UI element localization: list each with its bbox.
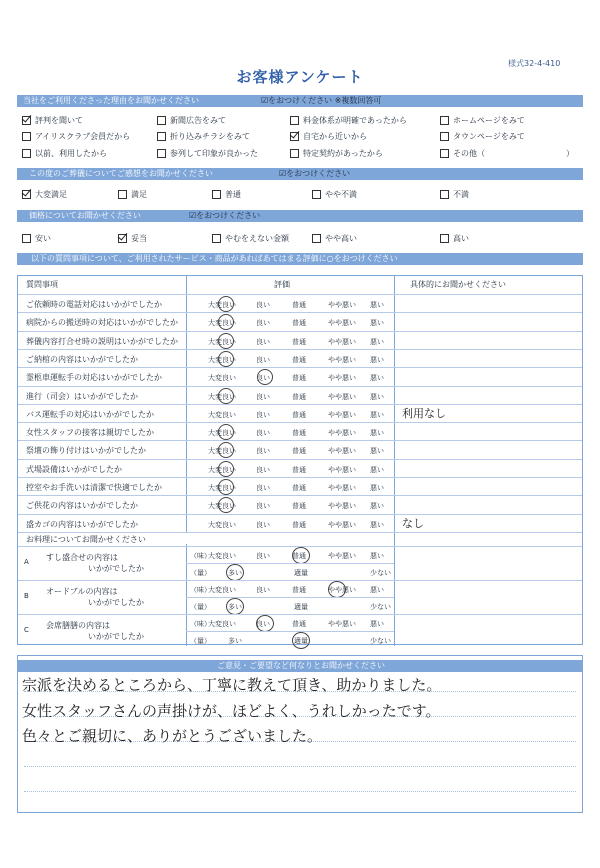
checkbox[interactable] [290, 116, 299, 125]
row-rule [18, 532, 582, 533]
taste-option[interactable]: 悪い [370, 552, 384, 560]
rating-option[interactable]: 悪い [370, 301, 384, 309]
amount-label: （量） [190, 569, 211, 577]
rating-option[interactable]: 普通 [292, 465, 306, 474]
option-label: 妥当 [131, 233, 147, 243]
option-label: タウンページをみて [453, 131, 525, 141]
rating-option[interactable]: 悪い [370, 429, 384, 438]
rating-option[interactable]: 普通 [292, 429, 306, 438]
rating-option[interactable]: 大変良い [208, 319, 236, 328]
q2-note: ☑をおつけください [279, 169, 351, 178]
rating-option[interactable]: 良い [256, 520, 270, 529]
taste-option[interactable]: やや悪い [328, 586, 356, 594]
header-question: 質問事項 [26, 280, 58, 289]
comment-line-3: 色々とご親切に、ありがとうございました。 [22, 727, 323, 745]
selected-rating-circle [218, 461, 234, 477]
checkbox[interactable] [22, 116, 31, 125]
rating-option[interactable]: 普通 [292, 520, 306, 529]
selected-taste-circle [256, 615, 274, 632]
header-comment: 具体的にお聞かせください [410, 280, 506, 289]
taste-option[interactable]: 普通 [292, 620, 306, 628]
taste-option[interactable]: 普通 [292, 586, 306, 594]
row-rule [18, 514, 582, 515]
option-3[interactable] [440, 114, 525, 126]
rating-option[interactable]: 悪い [370, 392, 384, 401]
option-label: 特定契約があったから [303, 148, 383, 158]
rating-option[interactable]: 良い [256, 447, 270, 456]
question-label: 式場設備はいかがでしたか [26, 464, 122, 474]
option-label: 新聞広告をみて [170, 115, 226, 125]
food-question: 会席膳膳の内容は [46, 621, 110, 630]
selected-amount-circle [226, 598, 244, 615]
rating-option[interactable]: 良い [256, 374, 270, 383]
row-rule [18, 349, 582, 350]
option-label: 普通 [225, 189, 241, 199]
food-rule [18, 614, 582, 615]
selected-rating-circle [257, 369, 273, 385]
amount-option[interactable]: 少ない [370, 637, 391, 645]
taste-option[interactable]: 大変良い [208, 586, 236, 594]
question-label: ご供花の内容はいかがでしたか [26, 501, 138, 511]
rating-option[interactable]: 良い [256, 410, 270, 419]
question-label: 霊柩車運転手の対応はいかがでしたか [26, 373, 162, 383]
checkbox[interactable] [440, 190, 449, 199]
option-10[interactable] [290, 147, 383, 159]
rating-option[interactable]: 大変良い [208, 355, 236, 364]
row-rule [18, 404, 582, 405]
rating-option[interactable]: やや悪い [328, 465, 356, 474]
rating-option[interactable]: 良い [256, 319, 270, 328]
option-label: その他（ [453, 148, 485, 158]
question-label: 進行（司会）はいかがでしたか [26, 391, 138, 401]
q3-label: 価格についてお聞かせください [29, 211, 141, 220]
checkbox[interactable] [212, 234, 221, 243]
question-label: 葬儀内容打合せ時の説明はいかがでしたか [26, 336, 178, 346]
q1-note: ☑をおつけください ※複数回答可 [261, 96, 382, 105]
q3-note: ☑をおつけください [189, 211, 261, 220]
rating-option[interactable]: やや悪い [328, 392, 356, 401]
rating-option[interactable]: 悪い [370, 319, 384, 328]
option-4[interactable] [22, 130, 130, 142]
option-label: 評判を聞いて [35, 115, 83, 125]
option-label: 満足 [131, 189, 147, 199]
checkbox[interactable] [22, 149, 31, 158]
amount-option[interactable]: 少ない [370, 569, 391, 577]
rating-option[interactable]: 良い [256, 465, 270, 474]
food-sub-rule [186, 631, 394, 632]
selected-rating-circle [218, 296, 234, 312]
rating-option[interactable]: 良い [256, 484, 270, 492]
option-1[interactable] [118, 188, 147, 200]
q1-label: 当社をご利用くださった理由をお聞かせください [23, 96, 199, 105]
option-label: やや不満 [325, 189, 357, 199]
question-label: 盛カゴの内容はいかがでしたか [26, 519, 138, 529]
checkbox[interactable] [22, 132, 31, 141]
option-label: 折り込みチラシをみて [170, 131, 250, 141]
food-question-2: いかがでしたか [88, 598, 144, 607]
question-label: ご納棺の内容はいかがでしたか [26, 354, 138, 364]
taste-option[interactable]: 大変良い [208, 620, 236, 628]
food-key: A [24, 558, 29, 566]
option-label: 以前、利用したから [35, 148, 107, 158]
option-label: 安い [35, 233, 51, 243]
row-rule [18, 440, 582, 441]
selected-rating-circle [218, 424, 234, 440]
q2-header-band [17, 168, 583, 180]
row-rule [18, 495, 582, 496]
rating-option[interactable]: 悪い [370, 520, 384, 529]
rating-option[interactable]: 大変良い [208, 429, 236, 438]
rating-option[interactable]: 大変良い [208, 520, 236, 529]
rating-option[interactable]: 良い [256, 337, 270, 346]
form-number: 様式32-4-410 [508, 59, 561, 68]
food-question-2: いかがでしたか [88, 564, 144, 573]
checkbox[interactable] [440, 234, 449, 243]
taste-label: （味） [190, 620, 211, 628]
option-2[interactable] [212, 232, 289, 244]
rating-option[interactable]: 大変良い [208, 410, 236, 419]
rating-option[interactable]: 悪い [370, 337, 384, 346]
option-label: 高い [453, 233, 469, 243]
rating-option[interactable]: 大変良い [208, 337, 236, 346]
selected-rating-circle [218, 351, 234, 367]
other-close-paren: ） [566, 148, 574, 158]
option-label: やむをえない金額 [225, 233, 289, 243]
amount-option[interactable]: 適量 [294, 637, 308, 645]
amount-option[interactable]: 多い [228, 603, 242, 611]
rating-option[interactable]: 大変良い [208, 392, 236, 401]
q4-label: 以下の質問事項について、ご利用されたサービス・商品があればあてはまる評価に○をおつけください [31, 254, 398, 263]
food-question-2: いかがでしたか [88, 632, 144, 641]
rating-option[interactable]: 大変良い [208, 484, 236, 492]
rating-option[interactable]: 良い [256, 502, 270, 511]
selected-rating-circle [218, 479, 234, 495]
row-rule [18, 331, 582, 332]
taste-option[interactable]: 悪い [370, 586, 384, 594]
q2-label: この度のご葬儀についてご感想をお聞かせください [29, 169, 213, 178]
food-question: オードブルの内容は [46, 587, 118, 596]
option-4[interactable] [440, 188, 469, 200]
taste-option[interactable]: 良い [256, 620, 270, 628]
food-key: B [24, 592, 29, 600]
option-2[interactable] [290, 114, 407, 126]
rating-option[interactable]: 悪い [370, 502, 384, 511]
rating-option[interactable]: 大変良い [208, 301, 236, 309]
rating-option[interactable]: 大変良い [208, 447, 236, 456]
row-rule [18, 459, 582, 460]
row-rule [18, 386, 582, 387]
food-sub-rule [186, 597, 394, 598]
checkbox[interactable] [312, 190, 321, 199]
option-11[interactable] [440, 147, 485, 159]
taste-option[interactable]: 大変良い [208, 552, 236, 560]
question-label: 祭壇の飾り付けはいかがでしたか [26, 446, 146, 456]
rating-option[interactable]: 悪い [370, 484, 384, 492]
rating-option[interactable]: 悪い [370, 465, 384, 474]
food-key: C [24, 626, 29, 634]
option-1[interactable] [118, 232, 147, 244]
option-label: 自宅から近いから [303, 131, 367, 141]
option-0[interactable] [22, 232, 51, 244]
selected-amount-circle [226, 564, 244, 581]
rating-table [17, 275, 583, 645]
row-rule [18, 294, 582, 295]
rating-option[interactable]: やや悪い [328, 374, 356, 383]
option-label: ホームページをみて [453, 115, 525, 125]
question-label: 病院からの搬送時の対応はいかがでしたか [26, 318, 178, 328]
checkbox[interactable] [212, 190, 221, 199]
option-label: 料金体系が明確であったから [303, 115, 407, 125]
checkbox[interactable] [118, 234, 127, 243]
rating-option[interactable]: やや悪い [328, 429, 356, 438]
rating-option[interactable]: やや悪い [328, 484, 356, 492]
rating-option[interactable]: 悪い [370, 447, 384, 456]
rating-option[interactable]: 良い [256, 355, 270, 364]
option-6[interactable] [290, 130, 367, 142]
question-label: バス運転手の対応はいかがでしたか [26, 409, 154, 419]
checkbox[interactable] [440, 116, 449, 125]
row-comment: なし [402, 516, 424, 530]
option-label: 不満 [453, 189, 469, 199]
amount-option[interactable]: 少ない [370, 603, 391, 611]
rating-option[interactable]: 良い [256, 301, 270, 309]
checkbox[interactable] [290, 149, 299, 158]
selected-taste-circle [292, 547, 310, 564]
row-rule [18, 477, 582, 478]
amount-option[interactable]: 適量 [294, 603, 308, 611]
amount-option[interactable]: 多い [228, 637, 242, 645]
comment-line-2: 女性スタッフさんの声掛けが、ほどよく、うれしかったです。 [22, 702, 441, 720]
rating-option[interactable]: やや悪い [328, 337, 356, 346]
rating-option[interactable]: やや悪い [328, 301, 356, 309]
row-comment: 利用なし [402, 406, 446, 420]
checkbox[interactable] [22, 190, 31, 199]
option-3[interactable] [312, 188, 357, 200]
rating-option[interactable]: やや悪い [328, 319, 356, 328]
food-rule [18, 580, 582, 581]
question-label: 女性スタッフの接客は親切でしたか [26, 428, 154, 438]
option-3[interactable] [312, 232, 357, 244]
rating-option[interactable]: 普通 [292, 392, 306, 401]
rating-option[interactable]: 普通 [292, 410, 306, 419]
rating-option[interactable]: 普通 [292, 355, 306, 364]
comment-rule [24, 766, 576, 767]
row-rule [18, 312, 582, 313]
checkbox[interactable] [157, 149, 166, 158]
rating-option[interactable]: 普通 [292, 301, 306, 309]
rating-option[interactable]: 良い [256, 429, 270, 438]
q5-label: ご意見・ご要望など何なりとお聞かせください [217, 661, 385, 670]
option-label: アイリスクラブ会員だから [35, 131, 131, 141]
header-rating: 評価 [274, 280, 290, 289]
checkbox[interactable] [22, 234, 31, 243]
selected-rating-circle [218, 333, 234, 349]
taste-option[interactable]: やや悪い [328, 620, 356, 628]
rating-option[interactable]: 普通 [292, 374, 306, 383]
option-5[interactable] [157, 130, 250, 142]
row-rule [18, 422, 582, 423]
option-0[interactable] [22, 114, 83, 126]
question-label: 控室やお手洗いは清潔で快適でしたか [26, 483, 162, 492]
option-label: やや高い [325, 233, 357, 243]
option-7[interactable] [440, 130, 525, 142]
rating-option[interactable]: やや悪い [328, 410, 356, 419]
q4-header-band [17, 253, 583, 265]
amount-label: （量） [190, 603, 211, 611]
checkbox[interactable] [118, 190, 127, 199]
row-rule [18, 367, 582, 368]
checkbox[interactable] [157, 116, 166, 125]
taste-option[interactable]: 良い [256, 552, 270, 560]
rating-option[interactable]: 普通 [292, 484, 306, 492]
rating-option[interactable]: 大変良い [208, 465, 236, 474]
rating-option[interactable]: 悪い [370, 410, 384, 419]
rating-option[interactable]: 悪い [370, 355, 384, 364]
comment-line-1: 宗派を決めるところから、丁寧に教えて頂き、助かりました。 [22, 676, 442, 694]
checkbox[interactable] [440, 149, 449, 158]
taste-option[interactable]: やや悪い [328, 552, 356, 560]
amount-option[interactable]: 多い [228, 569, 242, 577]
taste-label: （味） [190, 552, 211, 560]
rating-option[interactable]: 大変良い [208, 502, 236, 511]
rating-option[interactable]: 良い [256, 392, 270, 401]
checkbox[interactable] [312, 234, 321, 243]
taste-option[interactable]: 良い [256, 586, 270, 594]
comment-rule [24, 791, 576, 792]
option-9[interactable] [157, 147, 258, 159]
rating-option[interactable]: 大変良い [208, 374, 236, 383]
taste-label: （味） [190, 586, 211, 594]
taste-option[interactable]: 悪い [370, 620, 384, 628]
selected-rating-circle [218, 388, 234, 404]
rating-option[interactable]: 普通 [292, 337, 306, 346]
rating-option[interactable]: やや悪い [328, 447, 356, 456]
q3-header-band [17, 210, 583, 222]
checkbox[interactable] [440, 132, 449, 141]
option-8[interactable] [22, 147, 107, 159]
selected-amount-circle [292, 632, 310, 649]
option-label: 大変満足 [35, 189, 67, 199]
rating-option[interactable]: 普通 [292, 319, 306, 328]
amount-label: （量） [190, 637, 211, 645]
option-2[interactable] [212, 188, 241, 200]
food-question: すし盛合せの内容は [46, 553, 118, 562]
rating-option[interactable]: やや悪い [328, 502, 356, 511]
option-label: 参列して印象が良かった [170, 148, 258, 158]
food-header: お料理についてお聞かせください [26, 535, 146, 544]
option-0[interactable] [22, 188, 67, 200]
comment-box [17, 655, 583, 813]
question-label: ご依頼時の電話対応はいかがでしたか [26, 300, 162, 309]
q1-header-band [17, 95, 583, 107]
rating-option[interactable]: やや悪い [328, 520, 356, 529]
rating-option[interactable]: 普通 [292, 447, 306, 456]
rating-option[interactable]: 普通 [292, 502, 306, 511]
rating-option[interactable]: 悪い [370, 374, 384, 383]
rating-option[interactable]: やや悪い [328, 355, 356, 364]
food-sub-rule [186, 563, 394, 564]
page-title: お客様アンケート [236, 68, 364, 86]
taste-option[interactable]: 普通 [292, 552, 306, 560]
option-1[interactable] [157, 114, 226, 126]
option-4[interactable] [440, 232, 469, 244]
selected-taste-circle [328, 581, 346, 598]
checkbox[interactable] [157, 132, 166, 141]
checkbox[interactable] [290, 132, 299, 141]
amount-option[interactable]: 適量 [294, 569, 308, 577]
